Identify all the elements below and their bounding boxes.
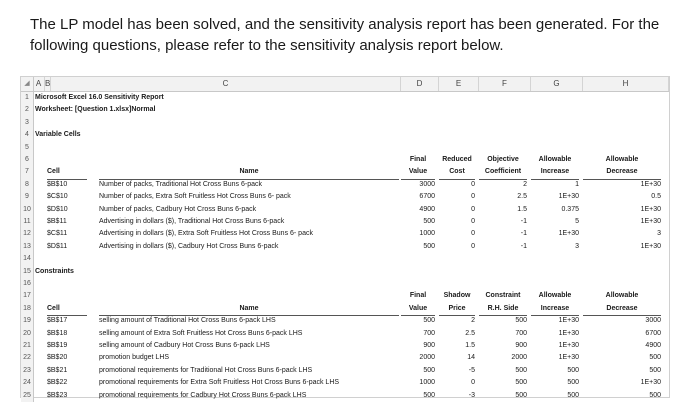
column-header-g[interactable]: G bbox=[531, 77, 583, 91]
data-row bbox=[21, 216, 669, 228]
value-cell[interactable]: 0 bbox=[471, 379, 475, 387]
header-cell-label[interactable]: Cell bbox=[47, 166, 87, 179]
column-header-f[interactable]: F bbox=[479, 77, 531, 91]
header-bottom-cell[interactable]: Value bbox=[401, 303, 435, 316]
header-top-cell[interactable]: Objective bbox=[487, 156, 519, 163]
row-number[interactable]: 23 bbox=[21, 365, 34, 377]
value-cell[interactable]: 1E+30 bbox=[640, 180, 661, 188]
value-cell[interactable]: 2.5 bbox=[465, 329, 475, 337]
cell-name[interactable]: Advertising in dollars ($), Traditional Hot Cross Buns 6-pack bbox=[99, 218, 285, 225]
header-bottom-row bbox=[21, 166, 669, 178]
value-cell[interactable]: 4900 bbox=[419, 205, 435, 213]
header-top-cell[interactable]: Shadow bbox=[443, 292, 471, 300]
cell-name[interactable]: promotional requirements for Traditional Hot Cross Buns 6-pack LHS bbox=[99, 366, 313, 374]
data-row bbox=[21, 204, 669, 216]
cell-ref[interactable]: $B$18 bbox=[47, 329, 68, 337]
value-cell[interactable]: 500 bbox=[423, 366, 435, 374]
value-cell[interactable]: 2.5 bbox=[517, 193, 527, 201]
row-number[interactable]: 16 bbox=[21, 278, 34, 290]
cell-ref[interactable]: $D$11 bbox=[47, 242, 68, 250]
value-cell[interactable]: 700 bbox=[423, 329, 435, 337]
value-cell[interactable]: 3000 bbox=[419, 180, 435, 188]
value-cell[interactable]: 3 bbox=[657, 230, 661, 238]
value-cell[interactable]: 14 bbox=[467, 354, 475, 362]
column-header-bar bbox=[21, 77, 669, 92]
row-number[interactable]: 5 bbox=[21, 142, 34, 154]
value-cell[interactable]: 5 bbox=[575, 218, 579, 225]
value-cell[interactable]: 500 bbox=[567, 379, 579, 387]
column-header-e[interactable]: E bbox=[439, 77, 479, 91]
header-top-cell[interactable]: Allowable bbox=[538, 156, 572, 163]
header-top-cell[interactable]: Constraint bbox=[485, 292, 521, 300]
data-row bbox=[21, 315, 669, 327]
value-cell[interactable]: 3 bbox=[575, 242, 579, 250]
value-cell[interactable]: 900 bbox=[515, 342, 527, 349]
header-cell-label[interactable]: Cell bbox=[47, 303, 87, 316]
value-cell[interactable]: 1000 bbox=[419, 230, 435, 238]
header-top-cell[interactable]: Final bbox=[409, 156, 427, 163]
value-cell[interactable]: 500 bbox=[423, 218, 435, 225]
data-row bbox=[21, 365, 669, 377]
column-header-d[interactable]: D bbox=[401, 77, 439, 91]
worksheet-label[interactable]: Worksheet: [Question 1.xlsx]Normal bbox=[35, 106, 156, 114]
value-cell[interactable]: 500 bbox=[515, 379, 527, 387]
data-row bbox=[21, 328, 669, 340]
sensitivity-report-sheet bbox=[20, 76, 670, 398]
blank-row bbox=[21, 278, 669, 290]
value-cell[interactable]: -1 bbox=[520, 218, 527, 225]
select-all-corner[interactable]: ◢ bbox=[21, 77, 34, 91]
value-cell[interactable]: 0 bbox=[471, 205, 475, 213]
cell-name[interactable]: selling amount of Traditional Hot Cross Buns 6-pack LHS bbox=[99, 317, 276, 325]
row-number[interactable]: 9 bbox=[21, 191, 34, 203]
cell-name[interactable]: Advertising in dollars ($), Cadbury Hot Cross Buns 6-pack bbox=[99, 242, 279, 250]
value-cell[interactable]: 1E+30 bbox=[558, 193, 579, 201]
value-cell[interactable]: 0.375 bbox=[561, 205, 579, 213]
data-row bbox=[21, 191, 669, 203]
cell-ref[interactable]: $B$20 bbox=[47, 354, 68, 362]
cell-name[interactable]: promotional requirements for Extra Soft Fruitless Hot Cross Buns 6-pack LHS bbox=[99, 379, 340, 387]
row-number[interactable]: 1 bbox=[21, 92, 34, 104]
header-bottom-cell[interactable]: Value bbox=[401, 166, 435, 179]
header-bottom-cell[interactable]: Cost bbox=[439, 166, 475, 179]
cell-ref[interactable]: $B$21 bbox=[47, 366, 68, 374]
value-cell[interactable]: 2000 bbox=[419, 354, 435, 362]
value-cell[interactable]: 500 bbox=[567, 391, 579, 399]
value-cell[interactable]: 2 bbox=[523, 180, 527, 188]
row-number[interactable]: 13 bbox=[21, 241, 34, 253]
header-name-label[interactable]: Name bbox=[99, 303, 399, 316]
value-cell[interactable]: -3 bbox=[468, 391, 475, 399]
value-cell[interactable]: 500 bbox=[649, 391, 661, 399]
header-name-label[interactable]: Name bbox=[99, 166, 399, 179]
data-row bbox=[21, 352, 669, 364]
cell-ref[interactable]: $C$10 bbox=[47, 193, 68, 201]
cell-name[interactable]: Number of packs, Extra Soft Fruitless Hot Cross Buns 6- pack bbox=[99, 193, 291, 201]
header-top-cell[interactable]: Allowable bbox=[605, 156, 639, 163]
value-cell[interactable]: 500 bbox=[515, 391, 527, 399]
section-label[interactable]: Variable Cells bbox=[35, 131, 81, 139]
value-cell[interactable]: 1 bbox=[575, 180, 579, 188]
value-cell[interactable]: 500 bbox=[567, 366, 579, 374]
value-cell[interactable]: 0.5 bbox=[651, 193, 661, 201]
row-number[interactable]: 21 bbox=[21, 340, 34, 352]
data-row bbox=[21, 241, 669, 253]
value-cell[interactable]: 6700 bbox=[645, 329, 661, 337]
value-cell[interactable]: 6700 bbox=[419, 193, 435, 201]
header-top-cell[interactable]: Final bbox=[409, 292, 427, 300]
cell-name[interactable]: Number of packs, Cadbury Hot Cross Buns 6-pack bbox=[99, 205, 257, 213]
row-number[interactable]: 18 bbox=[21, 303, 34, 315]
value-cell[interactable]: 3000 bbox=[645, 317, 661, 325]
value-cell[interactable]: 2 bbox=[471, 317, 475, 325]
report-title[interactable]: Microsoft Excel 16.0 Sensitivity Report bbox=[35, 94, 164, 101]
section-row bbox=[21, 129, 669, 141]
column-header-a[interactable]: A bbox=[33, 77, 45, 91]
row-number[interactable]: 20 bbox=[21, 328, 34, 340]
header-bottom-cell[interactable]: Decrease bbox=[583, 166, 661, 179]
value-cell[interactable]: 2000 bbox=[511, 354, 527, 362]
data-row bbox=[21, 179, 669, 191]
data-row bbox=[21, 228, 669, 240]
value-cell[interactable]: 1E+30 bbox=[640, 218, 661, 225]
row-number[interactable]: 4 bbox=[21, 129, 34, 141]
header-top-row bbox=[21, 154, 669, 166]
cell-ref[interactable]: $B$22 bbox=[47, 379, 68, 387]
cell-name[interactable]: promotion budget LHS bbox=[99, 354, 170, 362]
row-number[interactable]: 14 bbox=[21, 253, 34, 265]
value-cell[interactable]: 500 bbox=[423, 391, 435, 399]
row-number[interactable]: 3 bbox=[21, 117, 34, 129]
row-number[interactable]: 15 bbox=[21, 266, 34, 278]
header-bottom-row bbox=[21, 303, 669, 315]
value-cell[interactable]: 500 bbox=[649, 354, 661, 362]
value-cell[interactable]: 1E+30 bbox=[558, 354, 579, 362]
cell-ref[interactable]: $B$17 bbox=[47, 317, 68, 325]
blank-row bbox=[21, 253, 669, 265]
section-row bbox=[21, 266, 669, 278]
value-cell[interactable]: 500 bbox=[423, 242, 435, 250]
value-cell[interactable]: 0 bbox=[471, 218, 475, 225]
cell-ref[interactable]: $B$10 bbox=[47, 180, 68, 188]
header-bottom-cell[interactable]: Increase bbox=[531, 303, 579, 316]
value-cell[interactable]: -1 bbox=[520, 230, 527, 238]
header-bottom-cell[interactable]: Increase bbox=[531, 166, 579, 179]
row-number[interactable]: 19 bbox=[21, 315, 34, 327]
value-cell[interactable]: 0 bbox=[471, 230, 475, 238]
value-cell[interactable]: 4900 bbox=[645, 342, 661, 349]
header-top-cell[interactable]: Allowable bbox=[538, 292, 572, 300]
value-cell[interactable]: 0 bbox=[471, 193, 475, 201]
value-cell[interactable]: 900 bbox=[423, 342, 435, 349]
cell-ref[interactable]: $B$23 bbox=[47, 391, 68, 399]
cell-name[interactable]: promotional requirements for Cadbury Hot Cross Buns 6-pack LHS bbox=[99, 391, 307, 399]
row-number[interactable]: 11 bbox=[21, 216, 34, 228]
title-row bbox=[21, 92, 669, 104]
cell-name[interactable]: selling amount of Extra Soft Fruitless Hot Cross Buns 6-pack LHS bbox=[99, 329, 303, 337]
column-header-c[interactable]: C bbox=[51, 77, 401, 91]
row-number[interactable]: 6 bbox=[21, 154, 34, 166]
value-cell[interactable]: 500 bbox=[515, 366, 527, 374]
cell-name[interactable]: Advertising in dollars ($), Extra Soft Fruitless Hot Cross Buns 6- pack bbox=[99, 230, 313, 238]
value-cell[interactable]: -1 bbox=[520, 242, 527, 250]
blank-row bbox=[21, 117, 669, 129]
worksheet-row bbox=[21, 104, 669, 116]
value-cell[interactable]: 500 bbox=[423, 317, 435, 325]
header-top-row bbox=[21, 290, 669, 302]
value-cell[interactable]: 1E+30 bbox=[558, 317, 579, 325]
header-bottom-cell[interactable]: Decrease bbox=[583, 303, 661, 316]
value-cell[interactable]: 1E+30 bbox=[558, 342, 579, 349]
section-label[interactable]: Constraints bbox=[35, 267, 74, 275]
row-number[interactable]: 7 bbox=[21, 166, 34, 178]
data-row bbox=[21, 340, 669, 352]
value-cell[interactable]: 1000 bbox=[419, 379, 435, 387]
data-row bbox=[21, 377, 669, 389]
header-top-cell[interactable]: Reduced bbox=[442, 156, 472, 163]
value-cell[interactable]: 500 bbox=[649, 366, 661, 374]
value-cell[interactable]: 1E+30 bbox=[640, 379, 661, 387]
value-cell[interactable]: 1.5 bbox=[517, 205, 527, 213]
cell-ref[interactable]: $B$19 bbox=[47, 342, 68, 349]
cell-name[interactable]: Number of packs, Traditional Hot Cross Buns 6-pack bbox=[99, 180, 263, 188]
data-row bbox=[21, 390, 669, 402]
question-intro-text: The LP model has been solved, and the sensitivity analysis report has been generated. For the following questions, please refer to the sensitivity analysis report below. bbox=[30, 16, 660, 54]
row-number[interactable]: 24 bbox=[21, 377, 34, 389]
value-cell[interactable]: 500 bbox=[515, 317, 527, 325]
value-cell[interactable]: 0 bbox=[471, 242, 475, 250]
row-number[interactable]: 8 bbox=[21, 179, 34, 191]
value-cell[interactable]: 1E+30 bbox=[640, 205, 661, 213]
column-header-h[interactable]: H bbox=[583, 77, 669, 91]
cell-ref[interactable]: $C$11 bbox=[47, 230, 68, 238]
row-number[interactable]: 25 bbox=[21, 390, 34, 402]
value-cell[interactable]: 1E+30 bbox=[640, 242, 661, 250]
header-bottom-cell[interactable]: Coefficient bbox=[479, 166, 527, 179]
row-number[interactable]: 22 bbox=[21, 352, 34, 364]
header-top-cell[interactable]: Allowable bbox=[605, 292, 639, 300]
cell-ref[interactable]: $B$11 bbox=[47, 218, 67, 225]
value-cell[interactable]: 1.5 bbox=[465, 342, 475, 349]
value-cell[interactable]: 700 bbox=[515, 329, 527, 337]
row-number[interactable]: 2 bbox=[21, 104, 34, 116]
value-cell[interactable]: 1E+30 bbox=[558, 230, 579, 238]
row-number[interactable]: 17 bbox=[21, 290, 34, 302]
value-cell[interactable]: 0 bbox=[471, 180, 475, 188]
value-cell[interactable]: -5 bbox=[468, 366, 475, 374]
header-bottom-cell[interactable]: R.H. Side bbox=[479, 303, 527, 316]
row-number[interactable]: 12 bbox=[21, 228, 34, 240]
column-header-b[interactable]: B bbox=[45, 77, 51, 91]
cell-ref[interactable]: $D$10 bbox=[47, 205, 68, 213]
cell-name[interactable]: selling amount of Cadbury Hot Cross Buns 6-pack LHS bbox=[99, 342, 270, 349]
blank-row bbox=[21, 142, 669, 154]
value-cell[interactable]: 1E+30 bbox=[558, 329, 579, 337]
row-number[interactable]: 10 bbox=[21, 204, 34, 216]
header-bottom-cell[interactable]: Price bbox=[439, 303, 475, 316]
